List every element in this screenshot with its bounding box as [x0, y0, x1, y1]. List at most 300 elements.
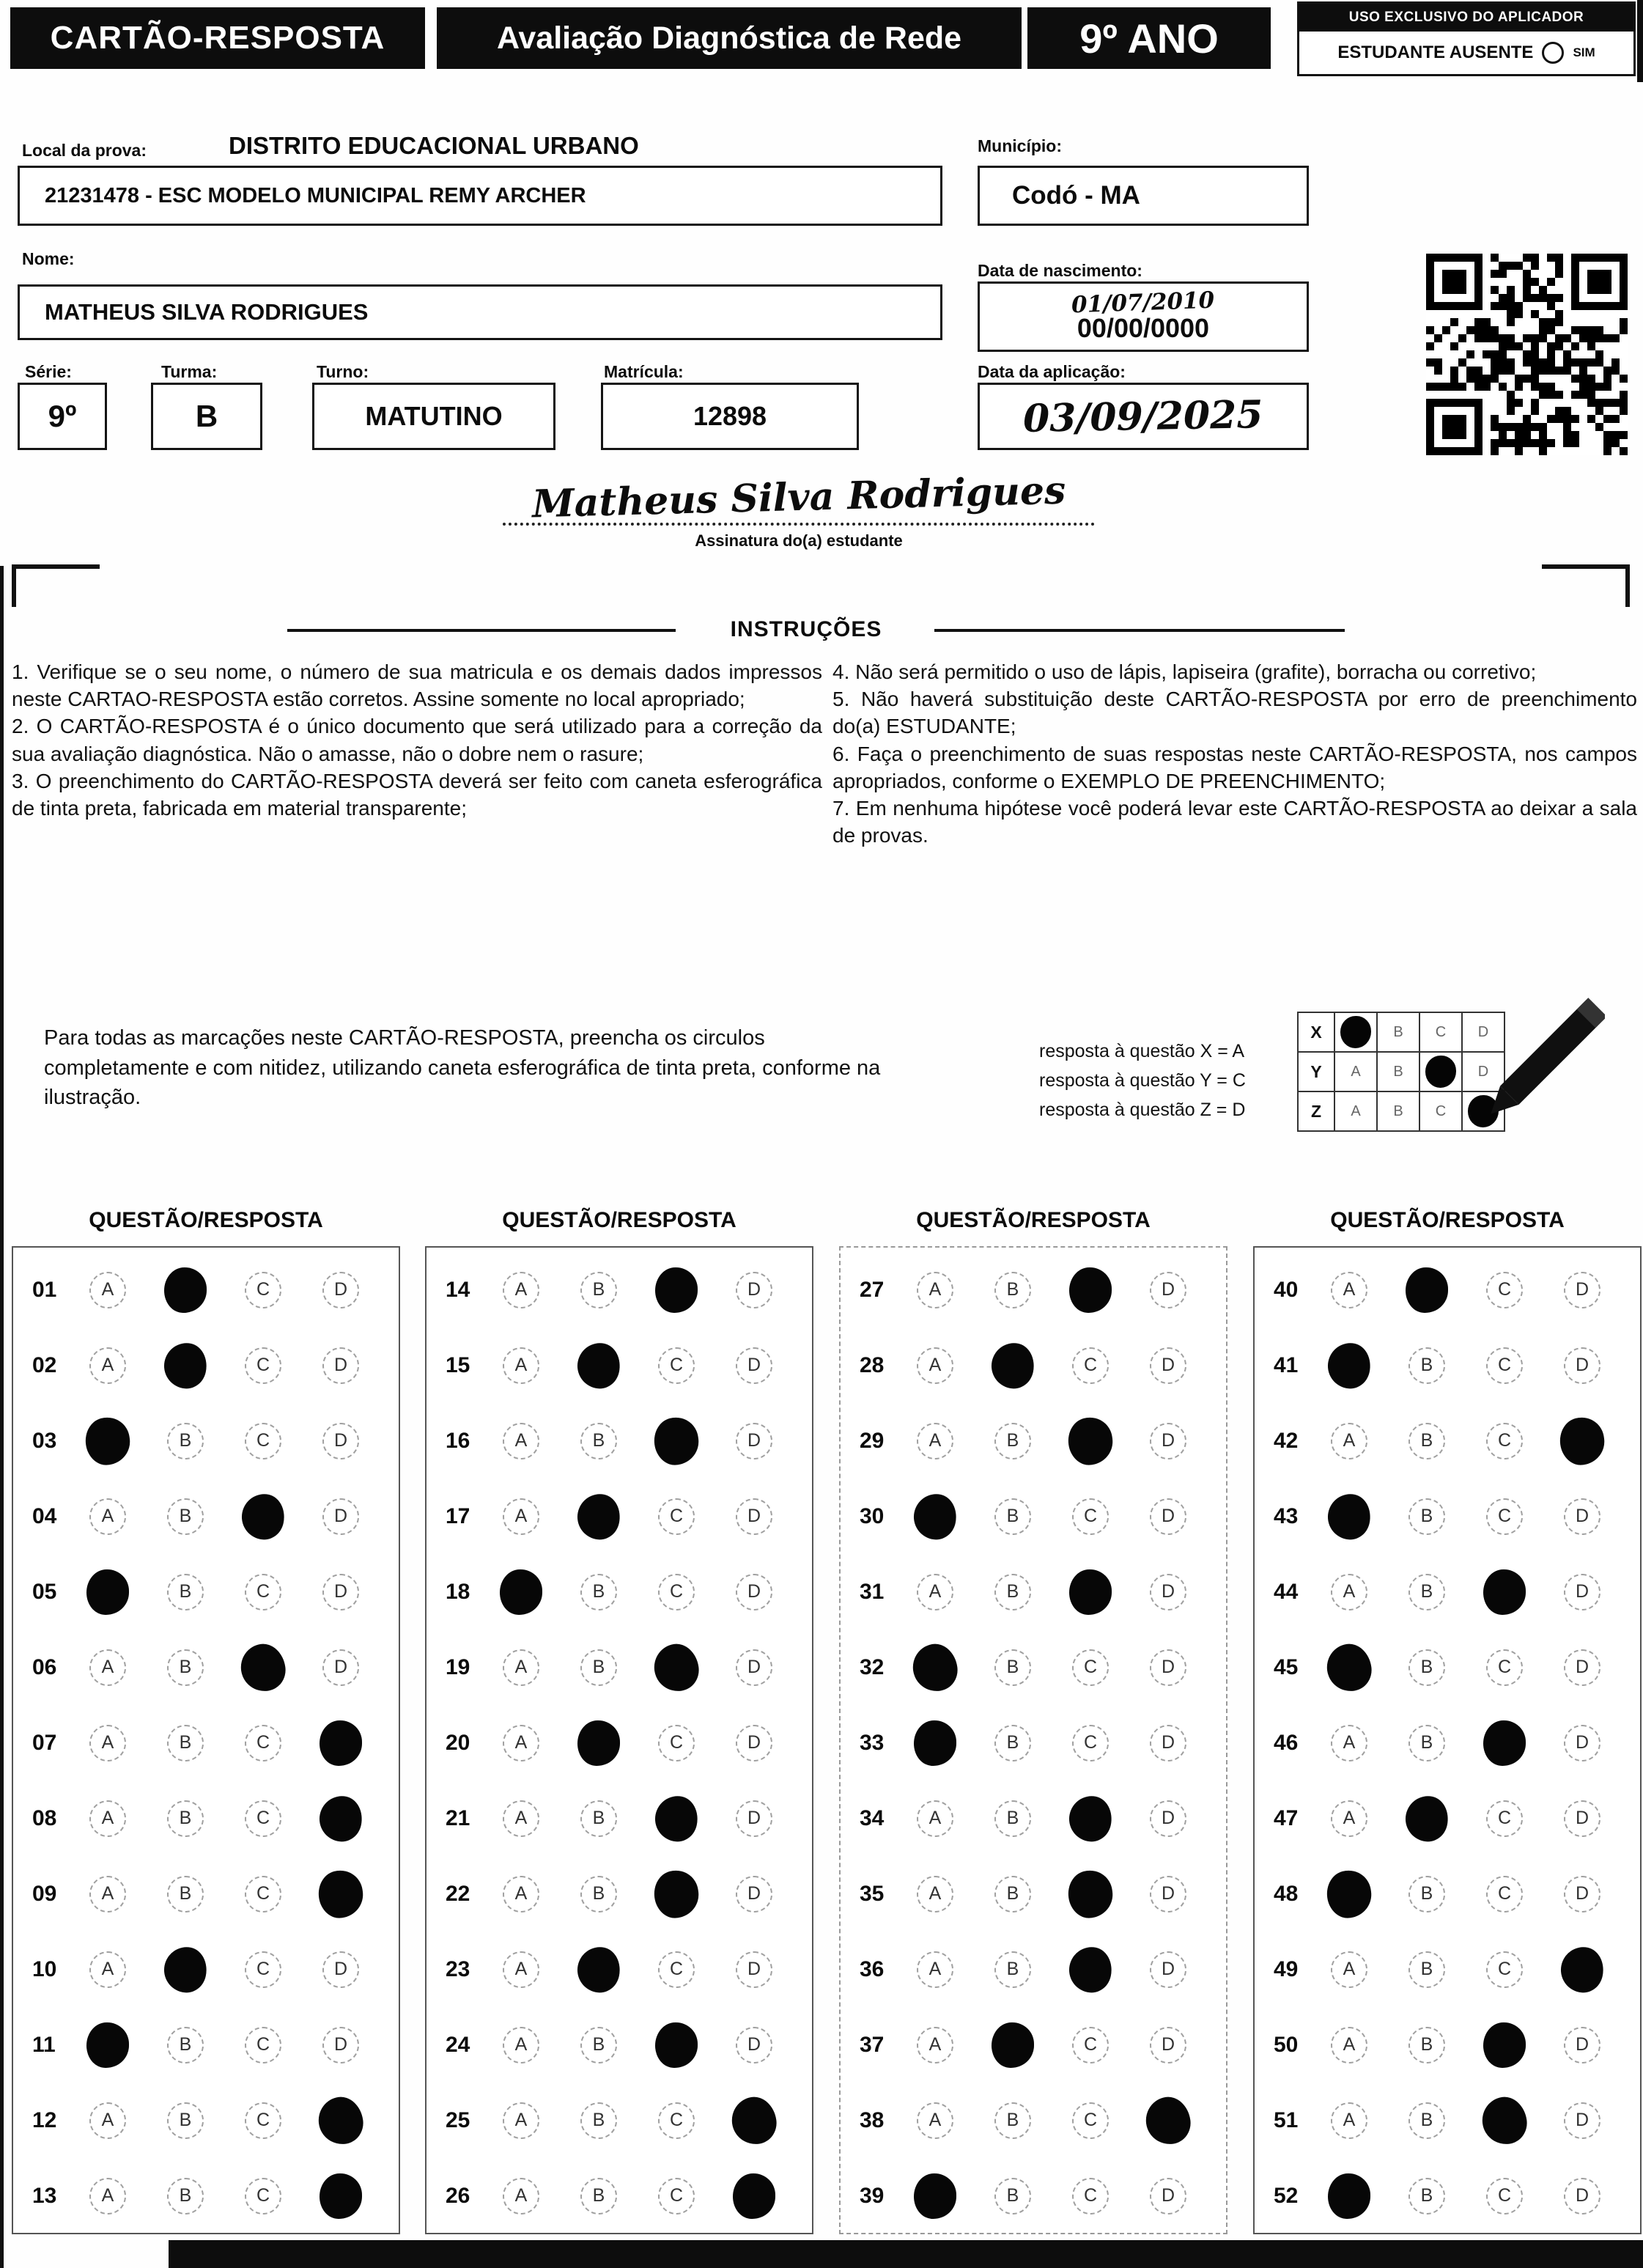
answer-bubble-47-d[interactable]: D [1564, 1800, 1600, 1837]
answer-bubble-03-d[interactable]: D [322, 1423, 359, 1459]
answer-bubble-31-a[interactable]: A [917, 1574, 953, 1610]
question-row [13, 2083, 399, 2158]
question-number: 23 [446, 1956, 470, 1981]
answer-bubble-07-a[interactable]: A [89, 1725, 126, 1761]
answer-bubble-16-d[interactable]: D [736, 1423, 772, 1459]
instruction-item: 4. Não será permitido o uso de lápis, lapiseira (grafite), borracha ou corretivo; [832, 660, 1537, 683]
answer-bubble-18-d[interactable]: D [736, 1574, 772, 1610]
answer-bubbles [1331, 1951, 1600, 1988]
answer-bubble-13-c[interactable]: C [245, 2178, 281, 2214]
answer-bubble-28-b[interactable] [987, 1339, 1038, 1392]
answer-bubble-04-b[interactable]: B [167, 1498, 204, 1535]
answer-bubble-52-c[interactable]: C [1486, 2178, 1523, 2214]
question-row [427, 1932, 812, 2007]
answer-bubble-21-a[interactable]: A [503, 1800, 539, 1837]
answer-bubble-19-c[interactable] [651, 1641, 702, 1693]
answer-bubbles [1331, 1649, 1600, 1686]
answer-bubble-28-c[interactable]: C [1072, 1347, 1109, 1384]
qr-code [1426, 254, 1636, 463]
answer-bubble-44-b[interactable]: B [1408, 1574, 1445, 1610]
answer-bubble-04-a[interactable]: A [89, 1498, 126, 1535]
answer-bubbles [917, 1272, 1186, 1308]
answer-bubbles [1331, 2178, 1600, 2214]
estudante-ausente-label: ESTUDANTE AUSENTE [1337, 43, 1534, 62]
answer-bubble-27-c[interactable] [1069, 1267, 1112, 1313]
answer-bubble-15-c[interactable]: C [658, 1347, 695, 1384]
answer-bubble-26-d[interactable] [733, 2173, 775, 2219]
answer-bubble-14-d[interactable]: D [736, 1272, 772, 1308]
question-row [841, 2083, 1226, 2158]
answer-bubble-17-d[interactable]: D [736, 1498, 772, 1535]
answer-bubble-15-a[interactable]: A [503, 1347, 539, 1384]
answer-bubble-36-b[interactable]: B [994, 1951, 1031, 1988]
answer-bubbles [89, 2102, 359, 2139]
answer-bubble-04-d[interactable]: D [322, 1498, 359, 1535]
answer-bubble-42-b[interactable]: B [1408, 1423, 1445, 1459]
question-row [13, 1328, 399, 1403]
answer-bubble-36-c[interactable] [1065, 1943, 1116, 1996]
answer-bubble-05-c[interactable]: C [245, 1574, 281, 1610]
answer-bubble-46-a[interactable]: A [1331, 1725, 1367, 1761]
answer-bubble-31-b[interactable]: B [994, 1574, 1031, 1610]
answer-bubble-51-d[interactable]: D [1564, 2102, 1600, 2139]
example-row-label: X [1297, 1012, 1335, 1053]
answer-bubble-22-d[interactable]: D [736, 1876, 772, 1912]
answer-bubble-47-a[interactable]: A [1331, 1800, 1367, 1837]
answer-bubbles [917, 1725, 1186, 1761]
answer-bubble-32-a[interactable] [910, 1641, 961, 1693]
signature-label: Assinatura do(a) estudante [695, 531, 903, 550]
answer-bubble-45-b[interactable]: B [1408, 1649, 1445, 1686]
answer-bubble-35-a[interactable]: A [917, 1876, 953, 1912]
answer-bubble-44-d[interactable]: D [1564, 1574, 1600, 1610]
answer-bubble-41-a[interactable] [1323, 1339, 1375, 1392]
answer-bubble-41-d[interactable]: D [1564, 1347, 1600, 1384]
answer-bubble-37-b[interactable] [992, 2022, 1034, 2068]
answer-bubble-23-c[interactable]: C [658, 1951, 695, 1988]
answer-bubble-33-c[interactable]: C [1072, 1725, 1109, 1761]
answer-bubble-18-b[interactable]: B [580, 1574, 617, 1610]
answer-bubble-29-c[interactable] [1066, 1414, 1116, 1467]
example-cell [1419, 1051, 1463, 1092]
question-number: 33 [860, 1730, 885, 1755]
answer-bubble-19-d[interactable]: D [736, 1649, 772, 1686]
answer-bubble-17-a[interactable]: A [503, 1498, 539, 1535]
answer-bubble-05-a[interactable] [86, 1569, 129, 1615]
answer-bubble-43-a[interactable] [1323, 1490, 1375, 1543]
answer-bubble-20-d[interactable]: D [736, 1725, 772, 1761]
answer-bubble-40-d[interactable]: D [1564, 1272, 1600, 1308]
answer-bubble-31-d[interactable]: D [1150, 1574, 1186, 1610]
answer-bubbles [503, 2027, 772, 2063]
answer-bubble-31-c[interactable] [1069, 1569, 1112, 1615]
answer-bubble-04-c[interactable] [237, 1490, 289, 1543]
answer-bubble-45-a[interactable] [1324, 1641, 1375, 1693]
answer-bubble-42-d[interactable] [1557, 1414, 1608, 1467]
answer-column [839, 1246, 1227, 2234]
question-row [427, 1554, 812, 1630]
answer-bubble-13-a[interactable]: A [89, 2178, 126, 2214]
answer-bubble-23-b[interactable] [573, 1943, 624, 1996]
answer-bubble-39-c[interactable]: C [1072, 2178, 1109, 2214]
answer-bubble-23-a[interactable]: A [503, 1951, 539, 1988]
question-number: 51 [1274, 2107, 1299, 2132]
answer-bubble-20-c[interactable]: C [658, 1725, 695, 1761]
question-number: 06 [32, 1654, 57, 1679]
answer-bubble-39-a[interactable] [914, 2173, 956, 2219]
answer-bubble-34-c[interactable] [1065, 1792, 1116, 1845]
answer-bubble-06-a[interactable]: A [89, 1649, 126, 1686]
answer-bubble-09-b[interactable]: B [167, 1876, 204, 1912]
answer-bubble-11-b[interactable]: B [167, 2027, 204, 2063]
answer-bubble-12-c[interactable]: C [245, 2102, 281, 2139]
answer-bubble-46-d[interactable]: D [1564, 1725, 1600, 1761]
answer-bubble-26-a[interactable]: A [503, 2178, 539, 2214]
answer-bubble-29-d[interactable]: D [1150, 1423, 1186, 1459]
answer-bubble-43-b[interactable]: B [1408, 1498, 1445, 1535]
answer-bubble-02-d[interactable]: D [322, 1347, 359, 1384]
answer-bubbles [89, 1876, 359, 1912]
answer-bubble-09-c[interactable]: C [245, 1876, 281, 1912]
answer-bubble-39-b[interactable]: B [994, 2178, 1031, 2214]
answer-bubble-24-b[interactable]: B [580, 2027, 617, 2063]
answer-bubbles [89, 1951, 359, 1988]
answer-bubble-16-c[interactable] [651, 1414, 702, 1467]
answer-bubble-02-c[interactable]: C [245, 1347, 281, 1384]
answer-bubble-10-d[interactable]: D [322, 1951, 359, 1988]
answer-bubble-07-d[interactable] [320, 1720, 362, 1766]
answer-bubble-37-d[interactable]: D [1150, 2027, 1186, 2063]
answer-bubble-33-a[interactable] [914, 1720, 956, 1766]
answer-bubble-02-b[interactable] [160, 1339, 211, 1392]
answer-bubble-51-a[interactable]: A [1331, 2102, 1367, 2139]
answer-column [425, 1246, 813, 2234]
question-row [841, 1705, 1226, 1781]
answer-bubble-51-c[interactable] [1480, 2094, 1530, 2146]
answer-bubble-33-b[interactable]: B [994, 1725, 1031, 1761]
answer-bubble-20-b[interactable] [577, 1720, 620, 1766]
answer-bubble-37-c[interactable]: C [1072, 2027, 1109, 2063]
answer-bubble-51-b[interactable]: B [1408, 2102, 1445, 2139]
question-row [1255, 1856, 1640, 1932]
ausente-sim-label: SIM [1573, 45, 1595, 59]
answer-bubble-16-b[interactable]: B [580, 1423, 617, 1459]
answer-bubble-01-c[interactable]: C [245, 1272, 281, 1308]
answer-bubble-06-d[interactable]: D [322, 1649, 359, 1686]
answer-bubble-21-c[interactable] [651, 1792, 702, 1845]
answer-bubble-08-d[interactable] [315, 1792, 366, 1845]
answer-bubble-23-d[interactable]: D [736, 1951, 772, 1988]
answer-bubble-11-d[interactable]: D [322, 2027, 359, 2063]
answer-bubbles [1331, 2027, 1600, 2063]
answer-bubble-27-d[interactable]: D [1150, 1272, 1186, 1308]
answer-bubble-41-b[interactable]: B [1408, 1347, 1445, 1384]
question-row [841, 2158, 1226, 2234]
answers-header-2: QUESTÃO/RESPOSTA [502, 1208, 736, 1232]
answer-bubble-29-b[interactable]: B [994, 1423, 1031, 1459]
answer-bubble-32-c[interactable]: C [1072, 1649, 1109, 1686]
answer-bubble-41-c[interactable]: C [1486, 1347, 1523, 1384]
answer-bubble-03-a[interactable] [83, 1414, 133, 1467]
answer-bubble-35-b[interactable]: B [994, 1876, 1031, 1912]
answer-bubble-35-d[interactable]: D [1150, 1876, 1186, 1912]
answer-bubble-09-d[interactable] [316, 1867, 366, 1920]
answers-header-1: QUESTÃO/RESPOSTA [89, 1208, 323, 1232]
aplicador-box [1297, 1, 1636, 76]
answer-bubble-45-c[interactable]: C [1486, 1649, 1523, 1686]
answer-bubble-29-a[interactable]: A [917, 1423, 953, 1459]
answer-bubble-50-c[interactable] [1483, 2022, 1526, 2068]
answer-bubble-26-b[interactable]: B [580, 2178, 617, 2214]
example-cell [1461, 1091, 1505, 1132]
answer-bubble-48-b[interactable]: B [1408, 1876, 1445, 1912]
answer-bubble-18-c[interactable]: C [658, 1574, 695, 1610]
answer-bubble-14-a[interactable]: A [503, 1272, 539, 1308]
answer-bubble-42-c[interactable]: C [1486, 1423, 1523, 1459]
answer-bubble-48-c[interactable]: C [1486, 1876, 1523, 1912]
answer-bubble-25-a[interactable]: A [503, 2102, 539, 2139]
answer-bubble-26-c[interactable]: C [658, 2178, 695, 2214]
question-number: 47 [1274, 1805, 1299, 1830]
question-number: 14 [446, 1277, 470, 1302]
question-number: 32 [860, 1654, 885, 1679]
answer-bubble-21-d[interactable]: D [736, 1800, 772, 1837]
answer-bubble-05-b[interactable]: B [167, 1574, 204, 1610]
answer-bubbles [503, 1498, 772, 1535]
question-number: 17 [446, 1503, 470, 1528]
answer-bubble-19-b[interactable]: B [580, 1649, 617, 1686]
question-number: 44 [1274, 1579, 1299, 1604]
answer-bubble-27-b[interactable]: B [994, 1272, 1031, 1308]
answer-bubble-43-d[interactable]: D [1564, 1498, 1600, 1535]
answer-bubble-13-b[interactable]: B [167, 2178, 204, 2214]
exam-title: Avaliação Diagnóstica de Rede [437, 7, 1022, 69]
answer-bubble-52-d[interactable]: D [1564, 2178, 1600, 2214]
answer-bubble-48-a[interactable] [1324, 1867, 1375, 1920]
answer-bubble-40-a[interactable]: A [1331, 1272, 1367, 1308]
question-row [841, 1932, 1226, 2007]
answer-bubble-46-c[interactable] [1483, 1720, 1526, 1766]
answer-bubble-45-d[interactable]: D [1564, 1649, 1600, 1686]
question-number: 26 [446, 2183, 470, 2208]
answer-bubbles [917, 2027, 1186, 2063]
answer-bubble-11-c[interactable]: C [245, 2027, 281, 2063]
turma-box: B [151, 383, 262, 450]
question-row [841, 1479, 1226, 1554]
instruction-item: 2. O CARTÃO-RESPOSTA é o único documento que será utilizado para a correção da sua avaliação diagnóstica. Não o amasse, não o dobre nem o rasure; [12, 715, 822, 765]
answer-bubble-47-b[interactable] [1401, 1792, 1452, 1845]
question-number: 35 [860, 1881, 885, 1906]
answer-bubble-28-a[interactable]: A [917, 1347, 953, 1384]
question-row [13, 1630, 399, 1705]
serie-box: 9º [18, 383, 107, 450]
answer-bubble-48-d[interactable]: D [1564, 1876, 1600, 1912]
answer-bubble-10-c[interactable]: C [245, 1951, 281, 1988]
answer-bubble-07-c[interactable]: C [245, 1725, 281, 1761]
answer-bubble-39-d[interactable]: D [1150, 2178, 1186, 2214]
bottom-registration-bar [169, 2240, 1643, 2268]
answer-bubble-40-b[interactable] [1406, 1267, 1448, 1313]
answer-bubble-19-a[interactable]: A [503, 1649, 539, 1686]
answer-bubble-46-b[interactable]: B [1408, 1725, 1445, 1761]
answer-bubble-50-b[interactable]: B [1408, 2027, 1445, 2063]
answer-bubble-08-c[interactable]: C [245, 1800, 281, 1837]
answer-bubble-43-c[interactable]: C [1486, 1498, 1523, 1535]
question-number: 11 [32, 2032, 56, 2057]
answer-bubble-42-a[interactable]: A [1331, 1423, 1367, 1459]
signature-area [410, 468, 1187, 551]
answer-bubble-50-a[interactable]: A [1331, 2027, 1367, 2063]
answer-bubble-40-c[interactable]: C [1486, 1272, 1523, 1308]
answer-bubble-15-b[interactable] [573, 1339, 624, 1392]
answer-bubble-03-b[interactable]: B [167, 1423, 204, 1459]
answer-bubble-34-d[interactable]: D [1150, 1800, 1186, 1837]
answer-bubble-49-d[interactable] [1557, 1943, 1608, 1996]
answer-bubbles [1331, 1800, 1600, 1837]
answer-bubble-01-d[interactable]: D [322, 1272, 359, 1308]
answer-bubble-14-b[interactable]: B [580, 1272, 617, 1308]
answer-bubble-28-d[interactable]: D [1150, 1347, 1186, 1384]
answer-bubble-20-a[interactable]: A [503, 1725, 539, 1761]
answer-bubble-36-d[interactable]: D [1150, 1951, 1186, 1988]
instructions-right [832, 658, 1637, 850]
answer-bubble-44-c[interactable] [1483, 1569, 1526, 1615]
answer-bubble-01-a[interactable]: A [89, 1272, 126, 1308]
question-row [427, 1403, 812, 1479]
answer-bubble-06-c[interactable] [238, 1641, 289, 1693]
question-row [427, 1630, 812, 1705]
example-cell: A [1334, 1091, 1378, 1132]
answer-bubbles [503, 2102, 772, 2139]
municipio-box: Codó - MA [978, 166, 1309, 226]
answer-bubble-30-b[interactable]: B [994, 1498, 1031, 1535]
answer-bubble-03-c[interactable]: C [245, 1423, 281, 1459]
answer-bubble-49-b[interactable]: B [1408, 1951, 1445, 1988]
example-grid [1299, 1013, 1505, 1132]
answer-bubbles [503, 1347, 772, 1384]
right-edge-mark [1637, 0, 1643, 82]
answer-bubble-35-c[interactable] [1066, 1867, 1116, 1920]
answer-bubble-33-d[interactable]: D [1150, 1725, 1186, 1761]
answer-bubbles [917, 1423, 1186, 1459]
answer-bubble-18-a[interactable] [500, 1569, 542, 1615]
answer-bubble-37-a[interactable]: A [917, 2027, 953, 2063]
answer-bubble-30-d[interactable]: D [1150, 1498, 1186, 1535]
answer-bubble-32-d[interactable]: D [1150, 1649, 1186, 1686]
answer-bubble-21-b[interactable]: B [580, 1800, 617, 1837]
answer-bubble-06-b[interactable]: B [167, 1649, 204, 1686]
question-number: 07 [32, 1730, 57, 1755]
question-number: 41 [1274, 1352, 1299, 1377]
answer-bubble-30-a[interactable] [909, 1490, 961, 1543]
answer-bubble-13-d[interactable] [320, 2173, 362, 2219]
answer-bubble-36-a[interactable]: A [917, 1951, 953, 1988]
question-row [841, 1554, 1226, 1630]
answer-bubble-24-a[interactable]: A [503, 2027, 539, 2063]
answer-bubble-11-a[interactable] [86, 2022, 129, 2068]
municipio-label: Município: [978, 136, 1062, 155]
answer-bubble-12-b[interactable]: B [167, 2102, 204, 2139]
answer-bubble-02-a[interactable]: A [89, 1347, 126, 1384]
question-number: 21 [446, 1805, 470, 1830]
answer-bubble-09-a[interactable]: A [89, 1876, 126, 1912]
answer-bubble-38-a[interactable]: A [917, 2102, 953, 2139]
answer-bubble-10-a[interactable]: A [89, 1951, 126, 1988]
example-cell: C [1419, 1091, 1463, 1132]
instructions-rule-left [287, 629, 676, 632]
answer-bubble-52-a[interactable] [1328, 2173, 1370, 2219]
answer-bubbles [917, 1876, 1186, 1912]
answer-bubble-05-d[interactable]: D [322, 1574, 359, 1610]
answer-bubble-25-d[interactable] [729, 2094, 780, 2146]
answer-bubble-50-d[interactable]: D [1564, 2027, 1600, 2063]
answer-bubbles [503, 1800, 772, 1837]
answer-bubble-16-a[interactable]: A [503, 1423, 539, 1459]
answer-bubbles [917, 1649, 1186, 1686]
answer-bubble-08-b[interactable]: B [167, 1800, 204, 1837]
answer-bubble-24-d[interactable]: D [736, 2027, 772, 2063]
answer-bubble-17-b[interactable] [573, 1490, 624, 1543]
answer-bubble-38-d[interactable] [1143, 2094, 1194, 2146]
example-filled-mark [1425, 1056, 1456, 1088]
answer-bubble-14-c[interactable] [655, 1267, 698, 1313]
question-number: 25 [446, 2107, 470, 2132]
answer-bubbles [917, 2178, 1186, 2214]
left-edge-mark [0, 566, 4, 2268]
school-box: 21231478 - ESC MODELO MUNICIPAL REMY ARCHER [18, 166, 942, 226]
answer-bubble-12-a[interactable]: A [89, 2102, 126, 2139]
answer-bubble-08-a[interactable]: A [89, 1800, 126, 1837]
answer-bubble-10-b[interactable] [160, 1943, 211, 1996]
answer-bubble-22-b[interactable]: B [580, 1876, 617, 1912]
ausente-sim-radio[interactable] [1542, 42, 1564, 64]
answer-bubble-24-c[interactable] [655, 2022, 698, 2068]
answer-bubble-32-b[interactable]: B [994, 1649, 1031, 1686]
answer-bubble-34-a[interactable]: A [917, 1800, 953, 1837]
answer-bubble-07-b[interactable]: B [167, 1725, 204, 1761]
question-number: 42 [1274, 1428, 1299, 1453]
answer-bubble-22-a[interactable]: A [503, 1876, 539, 1912]
answer-bubble-38-c[interactable]: C [1072, 2102, 1109, 2139]
question-number: 15 [446, 1352, 470, 1377]
question-row [1255, 1932, 1640, 2007]
question-number: 38 [860, 2107, 885, 2132]
answer-bubble-22-c[interactable] [651, 1867, 702, 1920]
answer-bubble-12-d[interactable] [316, 2094, 366, 2146]
question-row [13, 1856, 399, 1932]
answer-bubble-17-c[interactable]: C [658, 1498, 695, 1535]
question-row [13, 1479, 399, 1554]
answer-bubble-25-c[interactable]: C [658, 2102, 695, 2139]
answer-bubble-52-b[interactable]: B [1408, 2178, 1445, 2214]
answer-bubble-34-b[interactable]: B [994, 1800, 1031, 1837]
answer-bubble-38-b[interactable]: B [994, 2102, 1031, 2139]
answer-bubble-30-c[interactable]: C [1072, 1498, 1109, 1535]
question-number: 30 [860, 1503, 885, 1528]
answer-bubble-25-b[interactable]: B [580, 2102, 617, 2139]
answer-bubble-27-a[interactable]: A [917, 1272, 953, 1308]
question-row [841, 1403, 1226, 1479]
question-number: 31 [860, 1579, 885, 1604]
question-row [13, 2158, 399, 2234]
answer-bubble-01-b[interactable] [164, 1267, 207, 1313]
answer-bubble-49-c[interactable]: C [1486, 1951, 1523, 1988]
answer-bubble-44-a[interactable]: A [1331, 1574, 1367, 1610]
answer-bubble-47-c[interactable]: C [1486, 1800, 1523, 1837]
answer-bubble-49-a[interactable]: A [1331, 1951, 1367, 1988]
answer-bubble-15-d[interactable]: D [736, 1347, 772, 1384]
question-row [1255, 1252, 1640, 1328]
